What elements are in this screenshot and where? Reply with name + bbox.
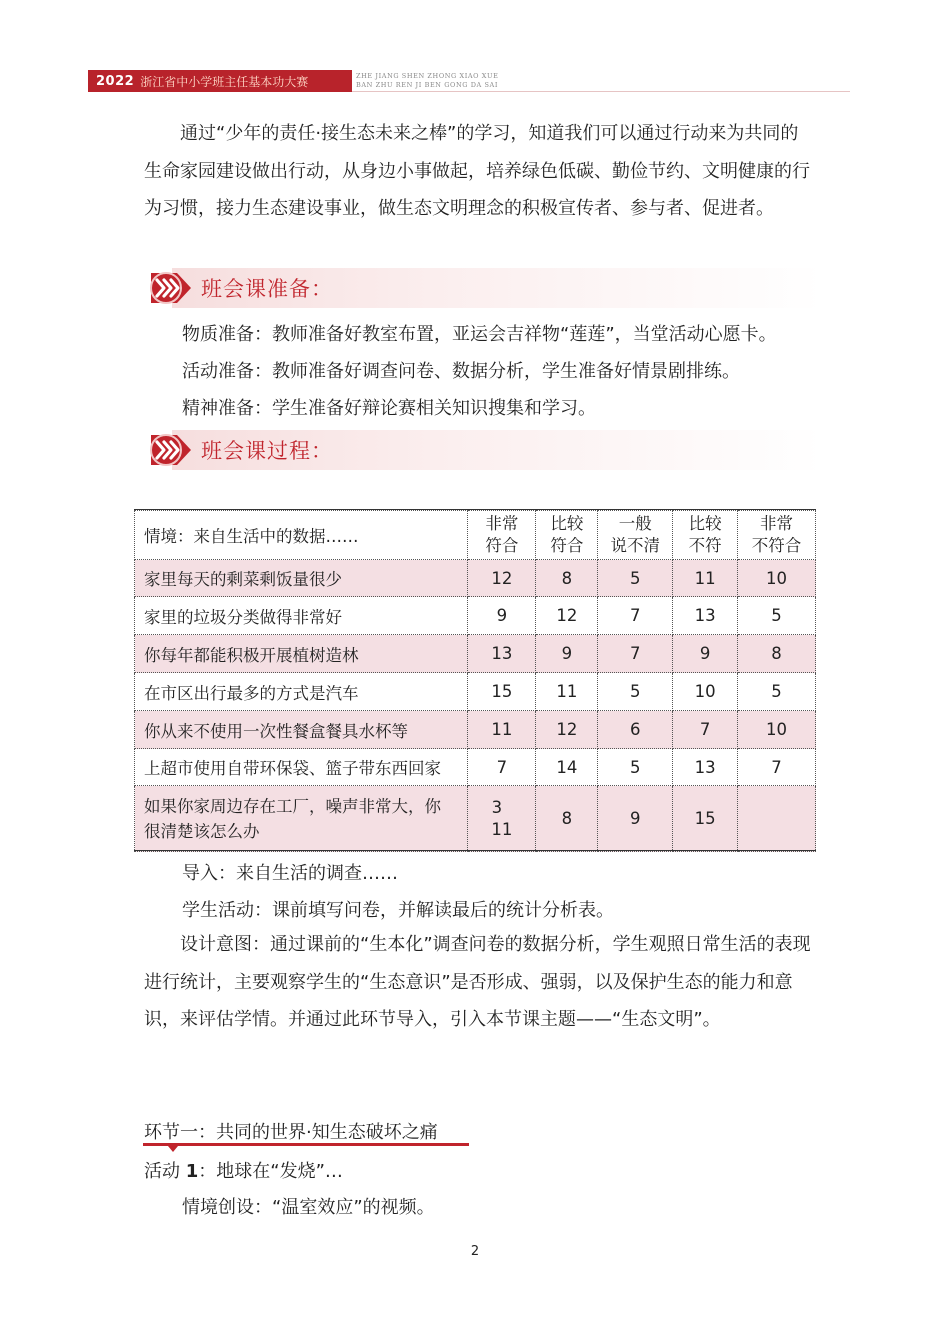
- table-cell: [738, 786, 816, 852]
- table-cell: 5: [598, 749, 673, 786]
- design-intent-paragraph: 设计意图：通过课前的“生本化”调查问卷的数据分析，学生观照日常生活的表现进行统计，主要观察学生的“生态意识”是否形成、强弱，以及保护生态的能力和意识，来评估学情。并通过此环节导入，引入本节课主题——“生态文明”。: [144, 934, 811, 1030]
- table-cell: 7: [673, 711, 738, 749]
- scene-line: 情境创设：“温室效应”的视频。: [182, 1197, 435, 1218]
- link-one-underline: [143, 1143, 469, 1146]
- double-chevron-icon: [147, 269, 195, 307]
- table-cell: 8: [536, 560, 598, 597]
- table-row: [135, 560, 816, 597]
- double-chevron-icon: [147, 431, 195, 469]
- table-cell: 12: [536, 597, 598, 635]
- table-cell: 10: [738, 711, 816, 749]
- page-number: 2: [470, 1244, 480, 1259]
- lead-line: 导入：来自生活的调查……: [182, 863, 398, 884]
- table-cell: 5: [738, 597, 816, 635]
- intro-paragraph: 通过“少年的责任·接生态未来之棒”的学习，知道我们可以通过行动来为共同的生命家园建设做出行动，从身边小事做起，培养绿色低碳、勤俭节约、文明健康的行为习惯，接力生态建设事业，做生态文明理念的积极宣传者、参与者、促进者。: [144, 123, 810, 219]
- table-cell: 5: [598, 673, 673, 711]
- table-cell-question: 家里每天的剩菜剩饭量很少: [135, 560, 468, 597]
- header-pinyin: [356, 72, 498, 90]
- activity-one-line: 活动 1：地球在“发烧”…: [144, 1161, 343, 1182]
- student-activity-line: 学生活动：课前填写问卷，并解读最后的统计分析表。: [182, 900, 614, 921]
- link-one-title: 环节一：共同的世界·知生态破坏之痛: [144, 1122, 438, 1143]
- table-cell: 9: [598, 786, 673, 852]
- table-cell: 8: [738, 635, 816, 673]
- table-cell: 7: [598, 597, 673, 635]
- table-cell: 15: [468, 673, 536, 711]
- table-cell: 9: [673, 635, 738, 673]
- table-cell-question: 你从来不使用一次性餐盒餐具水杯等: [135, 711, 468, 749]
- table-row: [135, 786, 816, 852]
- link-one-notch: [168, 1146, 178, 1152]
- table-row: [135, 635, 816, 673]
- table-row: [135, 711, 816, 749]
- table-cell: 13: [468, 635, 536, 673]
- table-cell: 9: [468, 597, 536, 635]
- table-cell: 13: [673, 597, 738, 635]
- table-cell: 11: [536, 673, 598, 711]
- table-cell: 7: [738, 749, 816, 786]
- table-header-cell: 非常 符合: [468, 511, 536, 560]
- section-heading-preparation: [147, 268, 333, 308]
- table-row: [135, 597, 816, 635]
- table-cell: 13: [673, 749, 738, 786]
- table-cell: 14: [536, 749, 598, 786]
- header-pinyin-line2: BAN ZHU REN JI BEN GONG DA SAI: [356, 81, 499, 89]
- table-header-cell: 一般 说不清: [598, 511, 673, 560]
- table-cell: 5: [598, 560, 673, 597]
- survey-table: [134, 510, 816, 852]
- table-header-cell: 比较 不符: [673, 511, 738, 560]
- table-cell: 15: [673, 786, 738, 852]
- header-title: 浙江省中小学班主任基本功大赛: [140, 74, 309, 89]
- table-cell: 9: [536, 635, 598, 673]
- page-header: [88, 70, 850, 92]
- table-cell: 10: [738, 560, 816, 597]
- table-header-cell: 非常 不符合: [738, 511, 816, 560]
- header-badge: [88, 70, 352, 92]
- table-cell: 12: [468, 560, 536, 597]
- table-cell: 11: [673, 560, 738, 597]
- table-cell: 11: [468, 711, 536, 749]
- table-row: [135, 673, 816, 711]
- table-cell-question: 家里的垃圾分类做得非常好: [135, 597, 468, 635]
- prep-item-activity: 活动准备：教师准备好调查问卷、数据分析，学生准备好情景剧排练。: [182, 361, 740, 382]
- table-cell: 3 11: [468, 786, 536, 852]
- table-cell-question: 你每年都能积极开展植树造林: [135, 635, 468, 673]
- table-header-row: [135, 511, 816, 560]
- table-bottom-border: [134, 850, 816, 851]
- table-cell: 7: [598, 635, 673, 673]
- section-title: 班会课过程：: [201, 439, 333, 463]
- table-header-question: 情境：来自生活中的数据……: [135, 511, 468, 560]
- table-cell: 10: [673, 673, 738, 711]
- table-row: [135, 749, 816, 786]
- table-cell: 8: [536, 786, 598, 852]
- header-divider: [352, 91, 850, 92]
- prep-item-material: 物质准备：教师准备好教室布置，亚运会吉祥物“莲莲”，当堂活动心愿卡。: [182, 324, 777, 345]
- section-title: 班会课准备：: [201, 277, 333, 301]
- prep-item-spirit: 精神准备：学生准备好辩论赛相关知识搜集和学习。: [182, 398, 596, 419]
- table-cell-question: 上超市使用自带环保袋、篮子带东西回家: [135, 749, 468, 786]
- table-header-cell: 比较 符合: [536, 511, 598, 560]
- table-cell-question: 在市区出行最多的方式是汽车: [135, 673, 468, 711]
- table-cell: 5: [738, 673, 816, 711]
- table-cell: 12: [536, 711, 598, 749]
- header-year: 2022: [96, 73, 135, 89]
- table-top-border: [134, 509, 816, 510]
- table-cell-question: 如果你家周边存在工厂，噪声非常大，你 很清楚该怎么办: [135, 786, 468, 852]
- section-heading-process: [147, 430, 333, 470]
- header-pinyin-line1: ZHE JIANG SHEN ZHONG XIAO XUE: [356, 72, 499, 80]
- table-cell: 6: [598, 711, 673, 749]
- table-cell: 7: [468, 749, 536, 786]
